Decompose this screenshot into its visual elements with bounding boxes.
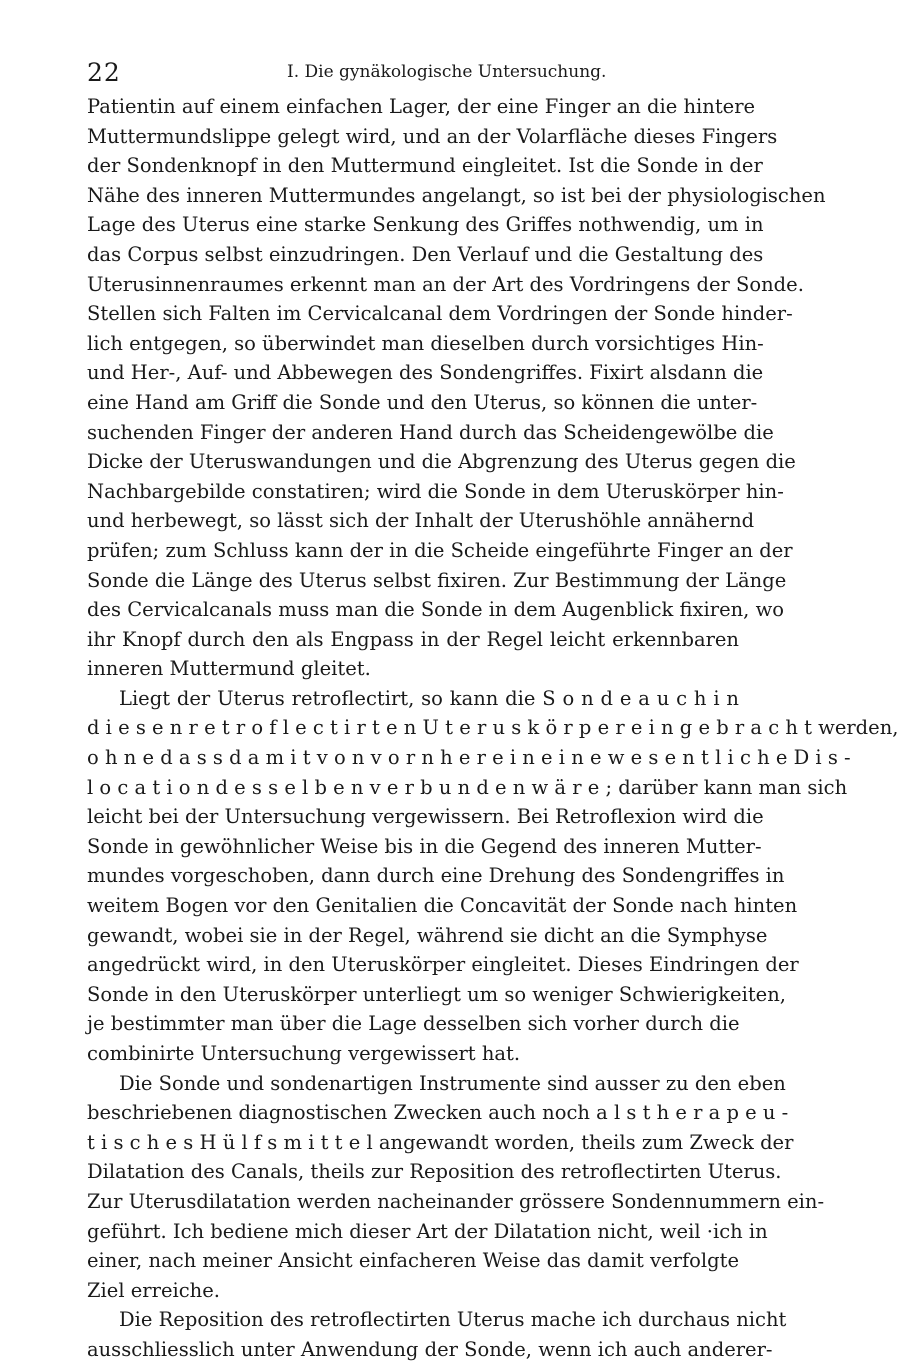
text-line: und herbewegt, so lässt sich der Inhalt der Uterushöhle annähernd bbox=[87, 509, 755, 533]
text-line: Liegt der Uterus retroflectirt, so kann die S o n d e a u c h i n bbox=[119, 686, 739, 710]
text-line: geführt. Ich bediene mich dieser Art der Dilatation nicht, weil ·ich in bbox=[87, 1219, 768, 1243]
text-line: der Sondenknopf in den Muttermund eingleitet. Ist die Sonde in der bbox=[87, 154, 763, 178]
text-line: l o c a t i o n d e s s e l b e n v e r b u n d e n w ä r e ; darüber kann man sich bbox=[87, 775, 848, 799]
text-line: o h n e d a s s d a m i t v o n v o r n h e r e i n e i n e w e s e n t l i c h e D i s - bbox=[87, 746, 851, 770]
text-line: Sonde in den Uteruskörper unterliegt um so weniger Schwierigkeiten, bbox=[87, 982, 786, 1006]
text-line: Lage des Uterus eine starke Senkung des Griffes nothwendig, um in bbox=[87, 213, 764, 237]
text-line: Zur Uterusdilatation werden nacheinander grössere Sondennummern ein- bbox=[87, 1189, 825, 1213]
text-line: combinirte Untersuchung vergewissert hat. bbox=[87, 1042, 521, 1065]
text-line: eine Hand am Griff die Sonde und den Uterus, so können die unter- bbox=[87, 390, 758, 414]
text-line: Nähe des inneren Muttermundes angelangt, so ist bei der physiologischen bbox=[87, 183, 826, 207]
text-line: Dilatation des Canals, theils zur Reposition des retroflectirten Uterus. bbox=[87, 1160, 782, 1184]
page-number: 22 bbox=[87, 58, 121, 87]
text-line: einer, nach meiner Ansicht einfacheren Weise das damit verfolgte bbox=[87, 1249, 739, 1273]
text-line: Ziel erreiche. bbox=[87, 1278, 220, 1302]
body-text bbox=[87, 92, 898, 1365]
text-line: mundes vorgeschoben, dann durch eine Drehung des Sondengriffes in bbox=[87, 864, 785, 888]
text-line: weitem Bogen vor den Genitalien die Concavität der Sonde nach hinten bbox=[87, 894, 798, 918]
text-line: Patientin auf einem einfachen Lager, der eine Finger an die hintere bbox=[87, 95, 756, 118]
text-line: Nachbargebilde constatiren; wird die Sonde in dem Uteruskörper hin- bbox=[87, 479, 784, 503]
text-line: Uterusinnenraumes erkennt man an der Art des Vordringens der Sonde. bbox=[87, 272, 804, 296]
text-line: je bestimmter man über die Lage desselben sich vorher durch die bbox=[87, 1012, 740, 1036]
text-line: Sonde in gewöhnlicher Weise bis in die Gegend des inneren Mutter- bbox=[87, 834, 762, 858]
text-line: Die Reposition des retroflectirten Uterus mache ich durchaus nicht bbox=[119, 1308, 787, 1332]
running-head: I. Die gynäkologische Untersuchung. bbox=[287, 62, 607, 82]
text-line: das Corpus selbst einzudringen. Den Verlauf und die Gestaltung des bbox=[87, 242, 764, 266]
text-line: beschriebenen diagnostischen Zwecken auch noch a l s t h e r a p e u - bbox=[87, 1101, 789, 1125]
text-line: gewandt, wobei sie in der Regel, während sie dicht an die Symphyse bbox=[87, 923, 768, 947]
text-line: d i e s e n r e t r o f l e c t i r t e n U t e r u s k ö r p e r e i n g e b r a c h t werden, bbox=[87, 716, 898, 740]
text-line: ihr Knopf durch den als Engpass in der Regel leicht erkennbaren bbox=[87, 627, 739, 651]
text-line: prüfen; zum Schluss kann der in die Scheide eingeführte Finger an der bbox=[87, 538, 793, 562]
text-line: leicht bei der Untersuchung vergewissern. Bei Retroflexion wird die bbox=[87, 805, 764, 829]
text-line: Stellen sich Falten im Cervicalcanal dem Vordringen der Sonde hinder- bbox=[87, 302, 793, 326]
text-line: lich entgegen, so überwindet man dieselben durch vorsichtiges Hin- bbox=[87, 331, 764, 355]
text-line: Muttermundslippe gelegt wird, und an der Volarfläche dieses Fingers bbox=[87, 124, 778, 148]
text-line: suchenden Finger der anderen Hand durch das Scheidengewölbe die bbox=[87, 420, 774, 444]
text-line: inneren Muttermund gleitet. bbox=[87, 657, 371, 681]
page-header bbox=[87, 58, 737, 86]
text-line: Die Sonde und sondenartigen Instrumente sind ausser zu den eben bbox=[119, 1071, 786, 1095]
text-line: angedrückt wird, in den Uteruskörper eingleitet. Dieses Eindringen der bbox=[87, 953, 799, 977]
text-line: des Cervicalcanals muss man die Sonde in dem Augenblick fixiren, wo bbox=[87, 598, 785, 622]
text-line: Dicke der Uteruswandungen und die Abgrenzung des Uterus gegen die bbox=[87, 450, 796, 474]
text-line: und Her-, Auf- und Abbewegen des Sondengriffes. Fixirt alsdann die bbox=[87, 361, 764, 385]
text-line: ausschliesslich unter Anwendung der Sonde, wenn ich auch anderer- bbox=[87, 1337, 773, 1361]
text-line: t i s c h e s H ü l f s m i t t e l angewandt worden, theils zum Zweck der bbox=[87, 1130, 794, 1154]
text-line: Sonde die Länge des Uterus selbst fixiren. Zur Bestimmung der Länge bbox=[87, 568, 787, 592]
